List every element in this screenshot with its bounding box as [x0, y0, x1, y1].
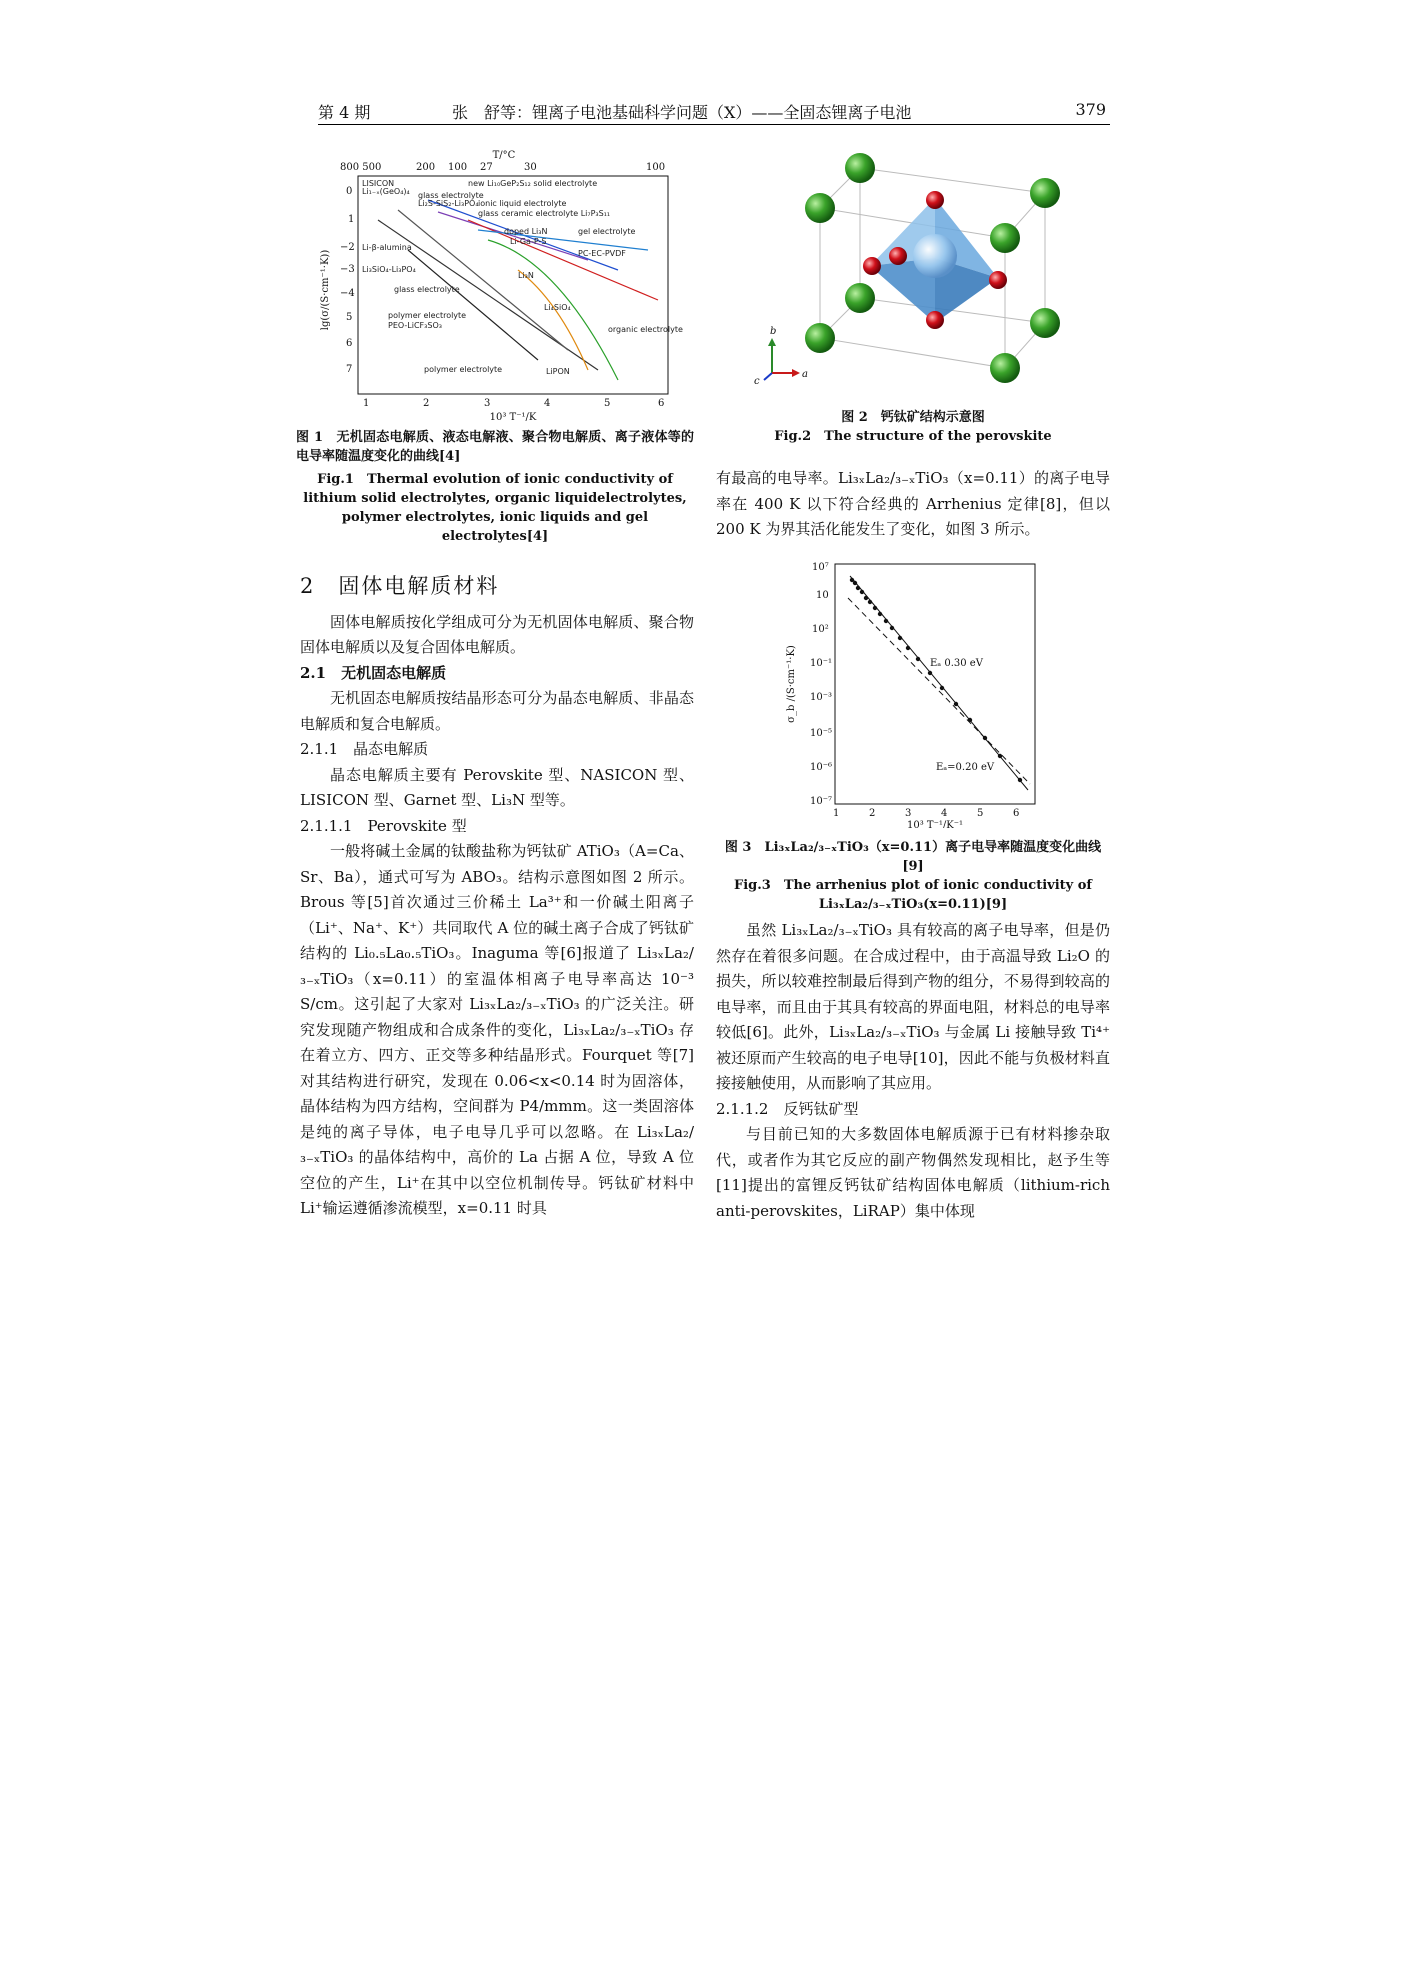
fig1-label: Li₃SiO₄-Li₃PO₄ [362, 265, 416, 274]
fig3-y-tick: 10⁻³ [810, 692, 833, 703]
left-column [300, 560, 694, 1222]
fig1-top-axis-title: T/°C [492, 150, 516, 161]
right-column-top [716, 466, 1110, 543]
fig1-label: organic electrolyte [608, 325, 683, 334]
fig3-caption-en-2: Li₃ₓLa₂/₃₋ₓTiO₃(x=0.11)[9] [818, 897, 1008, 912]
fig3-y-label: σ_b /(S·cm⁻¹·K) [786, 645, 797, 723]
figure-1-svg [318, 150, 690, 422]
fig1-label: polymer electrolyte [424, 365, 503, 374]
fig1-label: Li-β-alumina [362, 243, 412, 252]
fig1-label: PEO-LiCF₃SO₃ [388, 321, 442, 330]
fig3-x-tick: 3 [905, 808, 912, 819]
fig3-point [916, 657, 920, 661]
fig3-point [853, 581, 857, 585]
fig1-top-ticks [340, 162, 665, 173]
fig3-x-tick: 1 [833, 808, 840, 819]
fig1-x-tick: 2 [423, 398, 430, 409]
fig1-curve [438, 212, 588, 260]
paragraph: 无机固态电解质按结晶形态可分为晶态电解质、非晶态电解质和复合电解质。 [300, 689, 694, 733]
fig1-x-tick: 4 [544, 398, 551, 409]
fig3-point [998, 754, 1002, 758]
fig1-caption [296, 428, 694, 546]
fig3-caption-en-1: Fig.3 The arrhenius plot of ionic conductivity of [733, 878, 1093, 893]
fig3-y-tick: 10⁻⁷ [810, 796, 833, 807]
figure-2-svg [750, 148, 1080, 398]
fig3-y-tick: 10⁻⁵ [810, 728, 833, 739]
fig3-annotation-1: Eₐ 0.30 eV [930, 658, 983, 669]
fig1-label: LiPON [546, 367, 570, 376]
fig1-y-ticks [340, 186, 355, 375]
a-site-atom [845, 283, 875, 313]
fig1-y-tick: −2 [340, 242, 355, 253]
fig3-point [968, 718, 972, 722]
fig1-caption-cn: 图 1 无机固态电解质、液态电解液、聚合物电解质、离子液体等的电导率随温度变化的曲线[4] [296, 430, 694, 464]
fig3-point [954, 702, 958, 706]
fig3-point [898, 636, 902, 640]
a-site-atom [1030, 308, 1060, 338]
fig3-point [940, 686, 944, 690]
fig3-point [1018, 778, 1022, 782]
running-title: 张 舒等：锂离子电池基础科学问题（X）——全固态锂离子电池 [452, 103, 912, 122]
fig1-y-tick: 7 [346, 364, 353, 375]
fig1-label: polymer electrolyte [388, 311, 467, 320]
a-site-atom [845, 153, 875, 183]
paragraph: 晶态电解质主要有 Perovskite 型、NASICON 型、LISICON 型、Garnet 型、Li₃N 型等。 [300, 765, 694, 809]
paragraph: 一般将碱土金属的钛酸盐称为钙钛矿 ATiO₃（A=Ca、Sr、Ba），通式可写为 ABO₃。结构示意图如图 2 所示。Brous 等[5]首次通过三价稀土 La³⁺和一价碱土阳离子（Li⁺、Na⁺、K⁺）共同取代 A 位的碱土离子合成了钙钛矿结构的 Li₀.₅La₀.₅TiO₃。Inaguma 等[6]报道了 Li₃ₓLa₂/₃₋ₓTiO₃（x=0.11）的室温体相离子电导率高达 10⁻³ S/cm。这引起了大家对 Li₃ₓLa₂/₃₋ₓTiO₃ 的广泛关注。研究发现随产物组成和合成条件的变化，Li₃ₓLa₂/₃₋ₓTiO₃ 存在着立方、四方、正交等多种结晶形式。Fourquet 等[7]对其结构进行研究，发现在 0.06<x<0.14 时为固溶体，晶体结构为四方结构，空间群为 P4/mmm。这一类固溶体是纯的离子导体，电子电导几乎可以忽略。在 Li₃ₓLa₂/₃₋ₓTiO₃ 的晶体结构中，高价的 La 占据 A 位，导致 A 位空位的产生，Li⁺在其中以空位机制传导。钙钛矿材料中 Li⁺输运遵循渗流模型，x=0.11 时具 [300, 842, 694, 1217]
fig1-label: Li₃N [518, 271, 534, 280]
fig1-y-label: lg(σ/(S·cm⁻¹·K)) [320, 249, 331, 331]
fig1-caption-en: Fig.1 Thermal evolution of ionic conductivity of lithium solid electrolytes, organic liquidelectrolytes, polymer electrolytes, ionic liquids and gel electrolytes[4] [303, 472, 687, 544]
fig1-x-tick: 6 [658, 398, 665, 409]
fig1-label: Li-Ga-P-S [510, 237, 547, 246]
fig3-x-ticks [833, 808, 1019, 819]
paragraph: 与目前已知的大多数固体电解质源于已有材料掺杂取代，或者作为其它反应的副产物偶然发现相比，赵予生等[11]提出的富锂反钙钛矿结构固体电解质（lithium-rich anti-perovskites，LiRAP）集中体现 [716, 1125, 1110, 1220]
page-number: 379 [1075, 100, 1106, 119]
section-2-1-1-2-heading: 2.1.1.2 反钙钛矿型 [716, 1099, 859, 1118]
fig3-caption [716, 838, 1110, 914]
fig3-x-tick: 5 [977, 808, 984, 819]
fig3-x-label: 10³ T⁻¹/K⁻¹ [907, 820, 963, 828]
fig1-curve [518, 270, 588, 370]
fig3-point [878, 612, 882, 616]
fig3-point [860, 590, 864, 594]
section-2-1-heading: 2.1 无机固态电解质 [300, 663, 447, 682]
fig1-label: Li₁₋ₓ(GeO₄)₄ [362, 187, 410, 196]
fig1-y-tick: 5 [346, 312, 353, 323]
fig1-x-tick: 1 [363, 398, 370, 409]
fig1-x-ticks [363, 398, 664, 409]
fig1-y-tick: 0 [346, 186, 353, 197]
fig1-top-tick: 800 500 [340, 162, 382, 173]
fig3-fit-line-2 [848, 598, 1030, 784]
right-column-bottom [716, 918, 1110, 1224]
fig1-label: doped Li₃N [504, 227, 548, 236]
a-site-atom [990, 223, 1020, 253]
a-site-atom [1030, 178, 1060, 208]
fig3-y-tick: 10² [812, 624, 829, 635]
fig1-top-tick: 200 [416, 162, 436, 173]
axis-c-label: c [754, 376, 760, 387]
fig3-y-tick: 10 [816, 590, 829, 601]
fig1-label: LISICON [362, 179, 395, 188]
fig1-x-tick: 5 [604, 398, 611, 409]
fig1-label: glass electrolyte [394, 285, 460, 294]
fig3-y-tick: 10⁻⁶ [810, 762, 833, 773]
axis-b-label: b [770, 326, 777, 337]
section-2-heading: 2 固体电解质材料 [300, 574, 500, 598]
fig3-y-tick: 10⁷ [812, 562, 829, 573]
oxygen-atom [889, 247, 907, 265]
fig3-point [983, 736, 987, 740]
b-site-atom [913, 234, 957, 278]
running-header [318, 98, 1110, 125]
axis-a-label: a [802, 369, 808, 380]
fig1-top-tick: 27 [480, 162, 493, 173]
section-2-1-1-1-heading: 2.1.1.1 Perovskite 型 [300, 816, 467, 835]
fig3-annotation-2: Eₐ=0.20 eV [936, 762, 995, 773]
fig2-caption-cn: 图 2 钙钛矿结构示意图 [841, 410, 985, 425]
fig1-label: Li₂S-SiS₂-Li₃PO₄ [418, 199, 479, 208]
fig1-y-tick: 1 [348, 214, 355, 225]
a-site-atom [805, 323, 835, 353]
oxygen-atom [926, 191, 944, 209]
figure-2-perovskite-structure [750, 148, 1080, 398]
fig3-x-tick: 2 [869, 808, 876, 819]
fig3-point [890, 626, 894, 630]
fig1-x-label: 10³ T⁻¹/K [489, 412, 537, 422]
fig2-caption [716, 408, 1110, 446]
fig3-caption-cn: 图 3 Li₃ₓLa₂/₃₋ₓTiO₃（x=0.11）离子电导率随温度变化曲线[9] [724, 840, 1102, 874]
paragraph: 固体电解质按化学组成可分为无机固体电解质、聚合物固体电解质以及复合固体电解质。 [300, 612, 694, 656]
fig1-label: new Li₁₀GeP₂S₁₂ solid electrolyte [468, 179, 598, 188]
fig3-point [906, 646, 910, 650]
fig1-top-tick: 100 [646, 162, 666, 173]
fig3-x-tick: 6 [1013, 808, 1020, 819]
fig1-label: Li₄SiO₄ [544, 303, 571, 312]
fig1-y-tick: 6 [346, 338, 353, 349]
fig3-point [884, 619, 888, 623]
fig1-curve [408, 250, 538, 360]
fig3-y-ticks [810, 562, 832, 807]
fig3-point [873, 606, 877, 610]
fig3-x-tick: 4 [941, 808, 948, 819]
figure-1-conductivity-plot [318, 150, 690, 422]
figure-3-arrhenius-plot [780, 558, 1040, 828]
fig1-top-tick: 30 [524, 162, 537, 173]
fig1-top-tick: 100 [448, 162, 468, 173]
fig1-y-tick: −3 [340, 264, 355, 275]
paragraph: 虽然 Li₃ₓLa₂/₃₋ₓTiO₃ 具有较高的离子电导率，但是仍然存在着很多问题。在合成过程中，由于高温导致 Li₂O 的损失，所以较难控制最后得到产物的组分，不易得到较高的电导率，而且由于其具有较高的界面电阻，材料总的电导率较低[6]。此外，Li₃ₓLa₂/₃₋ₓTiO₃ 与金属 Li 接触导致 Ti⁴⁺被还原而产生较高的电子电导[10]，因此不能与负极材料直接接触使用，从而影响了其应用。 [716, 921, 1110, 1092]
oxygen-atom [863, 257, 881, 275]
figure-3-svg [780, 558, 1040, 828]
paragraph: 有最高的电导率。Li₃ₓLa₂/₃₋ₓTiO₃（x=0.11）的离子电导率在 400 K 以下符合经典的 Arrhenius 定律[8]，但以 200 K 为界其活化能发生了变化，如图 3 所示。 [716, 469, 1110, 538]
fig1-label: glass ceramic electrolyte Li₇P₃S₁₁ [478, 209, 611, 218]
fig3-y-tick: 10⁻¹ [810, 658, 833, 669]
section-2-1-1-heading: 2.1.1 晶态电解质 [300, 740, 429, 758]
issue-number: 第 4 期 [318, 103, 371, 122]
crystal-axes [754, 326, 808, 387]
fig1-label: gel electrolyte [578, 227, 636, 236]
fig1-label: PC-EC-PVDF [578, 249, 626, 258]
a-site-atom [805, 193, 835, 223]
fig3-plot-frame [835, 564, 1035, 804]
fig3-point [868, 600, 872, 604]
fig1-label: ionic liquid electrolyte [478, 199, 567, 208]
fig1-x-tick: 3 [484, 398, 491, 409]
oxygen-atom [926, 311, 944, 329]
fig1-label: glass electrolyte [418, 191, 484, 200]
fig3-point [864, 596, 868, 600]
a-site-atom [990, 353, 1020, 383]
oxygen-atom [989, 271, 1007, 289]
fig3-point [928, 671, 932, 675]
fig2-caption-en: Fig.2 The structure of the perovskite [774, 429, 1052, 444]
fig3-point [856, 586, 860, 590]
fig1-y-tick: −4 [340, 288, 355, 299]
